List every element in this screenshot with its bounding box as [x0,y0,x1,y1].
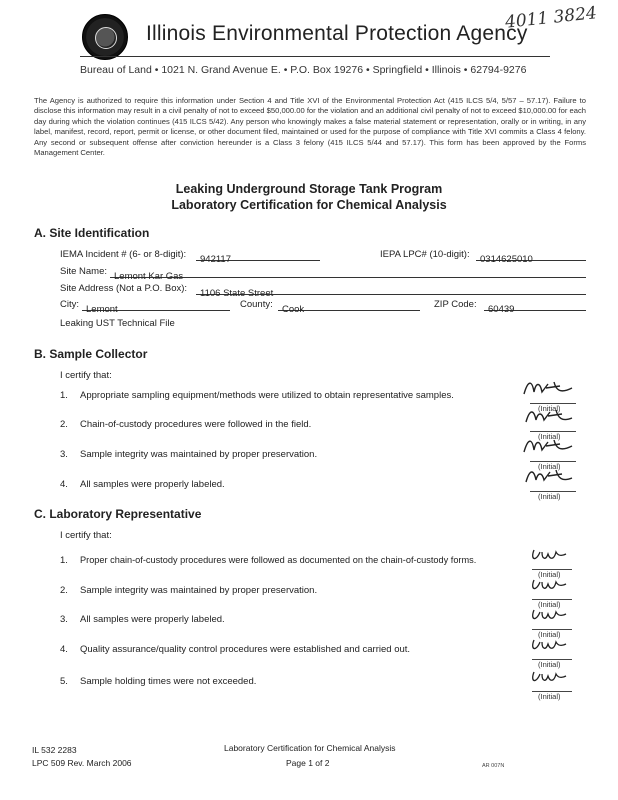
footer-title: Laboratory Certification for Chemical Analysis [224,743,396,753]
site-address-field[interactable] [196,283,586,299]
agency-title: Illinois Environmental Protection Agency [146,22,528,45]
program-title: Leaking Underground Storage Tank Program [175,182,443,196]
certification-item: Quality assurance/quality control procedures were established and carried out. [80,644,411,655]
certification-item: Sample integrity was maintained by proper preservation. [80,585,318,596]
item-number: 2. [60,419,68,430]
zip-label: ZIP Code: [434,299,477,310]
item-number: 4. [60,644,68,655]
initial-label: (Initial) [538,600,561,609]
site-name-field[interactable] [110,266,586,282]
lab-initial-block[interactable] [526,668,582,701]
initials-signature-icon [526,668,576,686]
iema-label: IEMA Incident # (6- or 8-digit): [60,249,187,260]
site-name-value: Lemont Kar Gas [114,271,184,282]
county-label: County: [240,299,273,310]
initial-label: (Initial) [538,432,561,441]
city-value: Lemont [86,304,118,315]
zip-field[interactable] [484,299,586,315]
site-address-label: Site Address (Not a P.O. Box): [60,283,188,294]
item-number: 5. [60,676,68,687]
county-field[interactable] [278,299,420,315]
certification-item: Proper chain-of-custody procedures were followed as documented on the chain-of-custody forms. [80,555,477,565]
item-number: 4. [60,479,68,490]
footer-corner-code: AR 007N [482,763,505,769]
certification-item: Sample integrity was maintained by proper preservation. [80,449,318,460]
zip-value: 60439 [488,304,515,315]
agency-address: Bureau of Land • 1021 N. Grand Avenue E. • P.O. Box 19276 • Springfield • Illinois • 62794-9276 [80,64,527,76]
section-b-certify: I certify that: [60,370,112,381]
site-name-label: Site Name: [60,266,107,277]
handwritten-document-number: 4011 3824 [504,3,598,33]
iepa-label: IEPA LPC# (10-digit): [380,249,470,260]
technical-file-label: Leaking UST Technical File [60,318,175,329]
certification-item: Sample holding times were not exceeded. [80,676,257,687]
iema-field[interactable] [196,249,320,265]
collector-initial-block[interactable] [520,466,580,501]
lab-initial-block[interactable] [526,576,582,609]
lab-initial-block[interactable] [526,636,582,669]
iepa-value: 0314625010 [480,254,533,265]
item-number: 1. [60,390,68,401]
legal-notice: The Agency is authorized to require this information under Section 4 and Title XVI of the Environmental Protection Act (415 ILCS 5/4, 5/57 – 57.17). Failure to disclose this information may result in a civil penalty of not to exceed $50,000.00 for the violation and an additional civil penalty of not to exceed $10,000.00 for each day during which the violation continues (415 ILCS 5/42). Any person who knowingly makes a false material statement or representation, orally or in writing, in any label, manifest, record, report, permit or license, or other document filed, maintained or used for the purpose of compliance with Title XVI commits a Class 4 felony. Any second or subsequent offense after conviction hereunder is a Class 3 felony (415 ILCS 5/44 and 57.17). This form has been approved by the Forms Management Center. [34,96,586,158]
initials-signature-icon [520,378,580,398]
footer-page-number: Page 1 of 2 [286,758,330,768]
initials-signature-icon [526,606,576,624]
state-seal-icon [82,14,128,60]
county-value: Cook [282,304,305,315]
header-divider [80,56,550,57]
form-title: Laboratory Certification for Chemical Analysis [171,198,447,212]
initials-signature-icon [520,466,580,486]
initial-label: (Initial) [538,570,561,579]
initials-signature-icon [526,546,576,564]
section-a-title: A. Site Identification [34,226,150,240]
initial-label: (Initial) [538,492,561,501]
iema-value: 942117 [200,254,231,265]
item-number: 2. [60,585,68,596]
initial-label: (Initial) [538,692,561,701]
initials-signature-icon [520,436,580,456]
certification-item: All samples were properly labeled. [80,614,225,625]
certification-item: Chain-of-custody procedures were followed in the field. [80,419,312,430]
city-label: City: [60,299,79,310]
footer-form-id: IL 532 2283 [32,745,77,755]
iepa-field[interactable] [476,249,586,265]
initial-label: (Initial) [538,630,561,639]
lab-initial-block[interactable] [526,606,582,639]
certification-item: All samples were properly labeled. [80,479,225,490]
item-number: 3. [60,449,68,460]
site-address-value: 1106 State Street [200,288,274,299]
certification-item: Appropriate sampling equipment/methods were utilized to obtain representative samples. [80,390,454,401]
initials-signature-icon [520,406,580,426]
section-b-title: B. Sample Collector [34,347,148,361]
initial-label: (Initial) [538,404,561,413]
initial-label: (Initial) [538,660,561,669]
section-c-title: C. Laboratory Representative [34,507,202,521]
item-number: 3. [60,614,68,625]
item-number: 1. [60,555,68,566]
footer-revision: LPC 509 Rev. March 2006 [32,758,132,768]
section-c-certify: I certify that: [60,530,112,541]
initials-signature-icon [526,636,576,654]
lab-initial-block[interactable] [526,546,582,579]
initials-signature-icon [526,576,576,594]
initial-label: (Initial) [538,462,561,471]
city-field[interactable] [82,299,230,315]
